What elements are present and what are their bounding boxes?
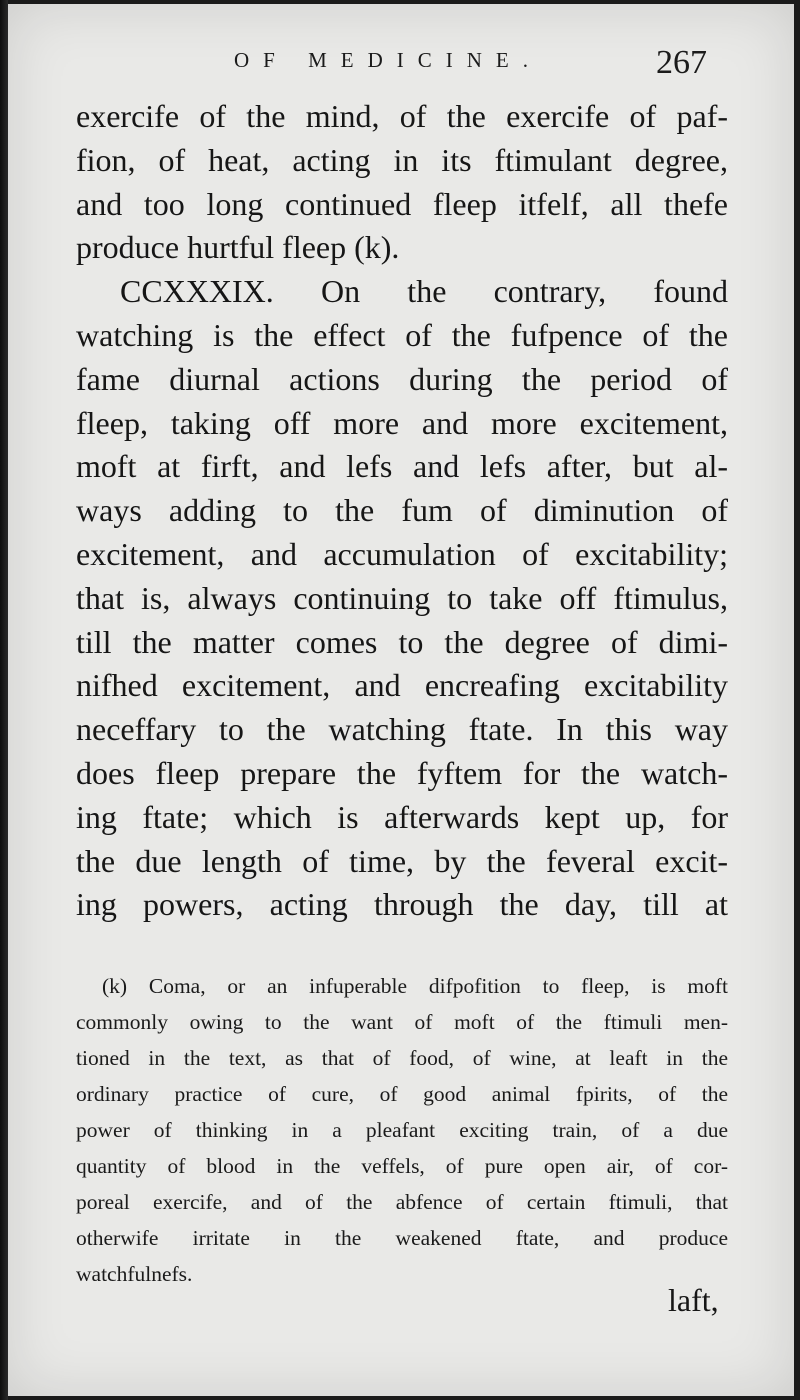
text-line: neceffary to the watching ftate. In this way bbox=[76, 711, 728, 748]
footnote-line: (k) Coma, or an infuperable difpofition to fleep, is moft bbox=[102, 974, 728, 998]
text-line: nifhed excitement, and encreafing excitability bbox=[76, 667, 728, 704]
footnote-line: quantity of blood in the veffels, of pure open air, of cor- bbox=[76, 1154, 728, 1178]
footnote-line: power of thinking in a pleafant exciting train, of a due bbox=[76, 1118, 728, 1142]
text-line: fame diurnal actions during the period of bbox=[76, 360, 728, 397]
text-line: exercife of the mind, of the exercife of paf- bbox=[76, 98, 728, 134]
text-line: till the matter comes to the degree of dimi- bbox=[76, 623, 728, 660]
main-text bbox=[76, 95, 728, 927]
text-line: does fleep prepare the fyftem for the watch- bbox=[76, 754, 728, 791]
page-number: 267 bbox=[656, 44, 707, 81]
footnote-line: commonly owing to the want of moft of the ftimuli men- bbox=[76, 1010, 728, 1034]
text-line: the due length of time, by the feveral excit- bbox=[76, 842, 728, 879]
text-line: watching is the effect of the fufpence of the bbox=[76, 316, 728, 353]
text-line: and too long continued fleep itfelf, all thefe bbox=[76, 185, 728, 222]
footnote-line: watchfulnefs. bbox=[76, 1262, 193, 1286]
text-line: that is, always continuing to take off ftimulus, bbox=[76, 579, 728, 616]
running-title: OF MEDICINE. bbox=[234, 48, 542, 72]
footnote-line: poreal exercife, and of the abfence of certain ftimuli, that bbox=[76, 1190, 728, 1214]
text-line: ways adding to the fum of diminution of bbox=[76, 492, 728, 529]
text-line: moft at firft, and lefs and lefs after, but al- bbox=[76, 448, 728, 485]
catchword: laft, bbox=[668, 1282, 719, 1318]
footnote-line: otherwife irritate in the weakened ftate, and produce bbox=[76, 1226, 728, 1250]
text-line: ing powers, acting through the day, till at bbox=[76, 886, 728, 923]
book-gutter-shadow bbox=[0, 0, 8, 1400]
text-line: fleep, taking off more and more excitement, bbox=[76, 404, 728, 441]
footnote bbox=[76, 968, 728, 1292]
text-line: ing ftate; which is afterwards kept up, for bbox=[76, 798, 728, 835]
text-line: excitement, and accumulation of excitability; bbox=[76, 535, 728, 572]
footnote-line: tioned in the text, as that of food, of wine, at leaft in the bbox=[76, 1046, 728, 1070]
section-heading-line: CCXXXIX. On the contrary, found bbox=[120, 273, 728, 310]
text-line: produce hurtful fleep (k). bbox=[76, 229, 400, 266]
footnote-line: ordinary practice of cure, of good animal fpirits, of the bbox=[76, 1082, 728, 1106]
text-line: fion, of heat, acting in its ftimulant degree, bbox=[76, 141, 728, 178]
